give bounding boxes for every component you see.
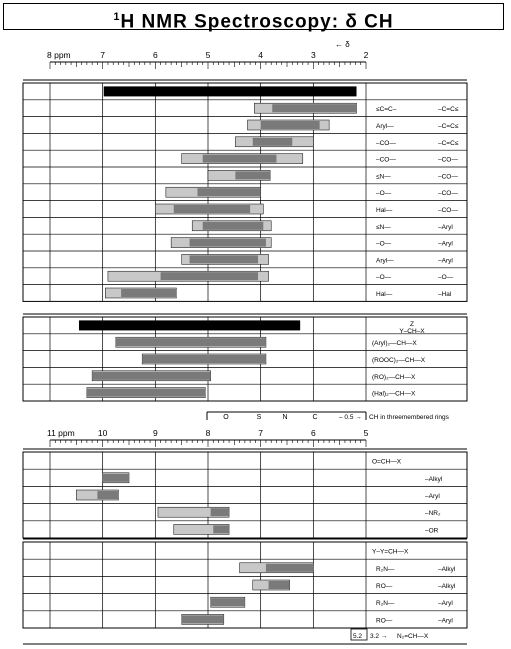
delta-direction-label: ← δ [335, 40, 350, 49]
row-label-left: RO— [376, 617, 393, 625]
ring-shift-arrow: – 0.5 → [339, 414, 362, 421]
row-label-left: –CO— [376, 139, 396, 147]
row-label-left: –O— [376, 240, 392, 248]
row-label-right: –NR₂ [425, 510, 441, 518]
axis-tick-label: 5 [205, 50, 211, 60]
row-label-right: –O— [438, 274, 454, 282]
row-label-left: ≤N— [376, 223, 391, 231]
row-label-left: RO— [376, 583, 393, 590]
row-label-right: –OR [425, 527, 439, 535]
title-superscript: 1 [113, 11, 121, 23]
range-bar-inner [266, 564, 313, 572]
axis-tick-label: 10 [97, 428, 108, 438]
row-label: (ROOC)₂—CH—X [372, 357, 426, 364]
ring-atom-label: N [282, 414, 288, 421]
row-label: (RO)₂—CH—X [372, 373, 416, 381]
range-bar-inner [161, 272, 258, 280]
range-bar-inner [116, 338, 266, 346]
row-label-left: –O— [376, 274, 392, 282]
range-bar-inner [253, 138, 293, 146]
row-label-right: –Aryl [438, 617, 453, 625]
range-bar-inner [211, 598, 245, 606]
axis-tick-label: 7 [100, 50, 106, 60]
row-label-left: –O— [376, 190, 392, 198]
row-label-right: –CO— [438, 190, 458, 198]
axis-tick-label: 2 [363, 50, 369, 60]
row-label-left: Hal— [376, 291, 393, 298]
row-label: (Aryl)₂—CH—X [372, 340, 417, 348]
row-label-left: ≤C=C– [376, 106, 397, 114]
axis-tick-label: 7 [258, 428, 264, 438]
axis-tick-label: 6 [152, 50, 158, 60]
range-bar-inner [87, 389, 206, 397]
range-bar-black [79, 320, 300, 330]
ring-atom-label: O [223, 414, 229, 421]
diazo-label: N₂=CH—X [397, 633, 429, 640]
formula-header-top: Z [410, 321, 414, 328]
row-label-right: –Aryl [438, 600, 453, 608]
row-label-right: –C=C≤ [438, 123, 459, 130]
row-label-right: –Aryl [425, 493, 440, 500]
axis-unit-label: 8 ppm [47, 50, 71, 60]
range-bar-inner [97, 491, 118, 499]
row-label-left: –CO— [376, 156, 396, 164]
axis-tick-label: 3 [310, 50, 316, 60]
axis-unit-label: 11 ppm [47, 428, 75, 438]
ring-note-label: CH in threemembered rings [369, 414, 449, 421]
row-label-left: ≤N— [376, 173, 391, 181]
diazo-value: 5.2 [353, 633, 363, 640]
range-bar-inner [203, 155, 277, 163]
row-label-left: R₂N— [376, 600, 395, 608]
range-bar-inner [197, 188, 260, 196]
row-label: O=CH—X [372, 458, 402, 466]
axis-tick-label: 6 [310, 428, 316, 438]
row-label-right: –CO— [438, 173, 458, 181]
axis-tick-label: 4 [258, 50, 264, 60]
row-label-right: –Aryl [438, 223, 453, 231]
axis-tick-label: 5 [363, 428, 369, 438]
row-label-right: –Aryl [438, 240, 453, 248]
row-label-left: R₂N— [376, 565, 395, 573]
range-bar-inner [190, 239, 266, 247]
row-label-right: –Aryl [438, 257, 453, 265]
axis-tick-label: 9 [152, 428, 158, 438]
row-label: (Hal)₂—CH—X [372, 390, 416, 398]
row-label-right: –CO— [438, 207, 458, 214]
row-label: Y–Y=CH—X [372, 548, 409, 556]
formula-header-bottom: Y–CH–X [399, 328, 425, 335]
range-bar-inner [272, 104, 356, 112]
row-label-left: Aryl— [376, 257, 394, 265]
range-bar-inner [182, 615, 224, 623]
range-bar-black [104, 86, 357, 96]
range-bar-inner [213, 525, 229, 533]
row-label-right: –Alkyl [425, 475, 443, 483]
row-label-right: –Alkyl [438, 583, 456, 590]
range-bar-inner [235, 171, 270, 179]
row-label-right: –C=C≤ [438, 139, 459, 147]
row-label-right: –Hal [438, 291, 452, 298]
row-label-left: Aryl— [376, 123, 394, 130]
row-label-right: –C=C≤ [438, 106, 459, 114]
diazo-arrow: 3.2 → [370, 633, 388, 640]
range-bar-inner [211, 508, 229, 516]
range-bar-inner [92, 372, 211, 380]
range-bar-inner [103, 474, 129, 482]
ring-atom-label: S [256, 414, 262, 421]
range-bar-inner [190, 255, 258, 263]
row-label-left: Hal— [376, 207, 393, 214]
range-bar-inner [269, 581, 290, 589]
title-text: H NMR Spectroscopy: δ CH [120, 11, 394, 33]
range-bar-inner [142, 355, 266, 363]
row-label-right: –CO— [438, 156, 458, 164]
range-bar-inner [121, 289, 176, 297]
axis-tick-label: 8 [205, 428, 211, 438]
row-label-right: –Alkyl [438, 565, 456, 573]
range-bar-inner [261, 121, 320, 129]
range-bar-inner [203, 222, 264, 230]
ring-atom-label: C [312, 414, 318, 421]
range-bar-inner [174, 205, 250, 213]
